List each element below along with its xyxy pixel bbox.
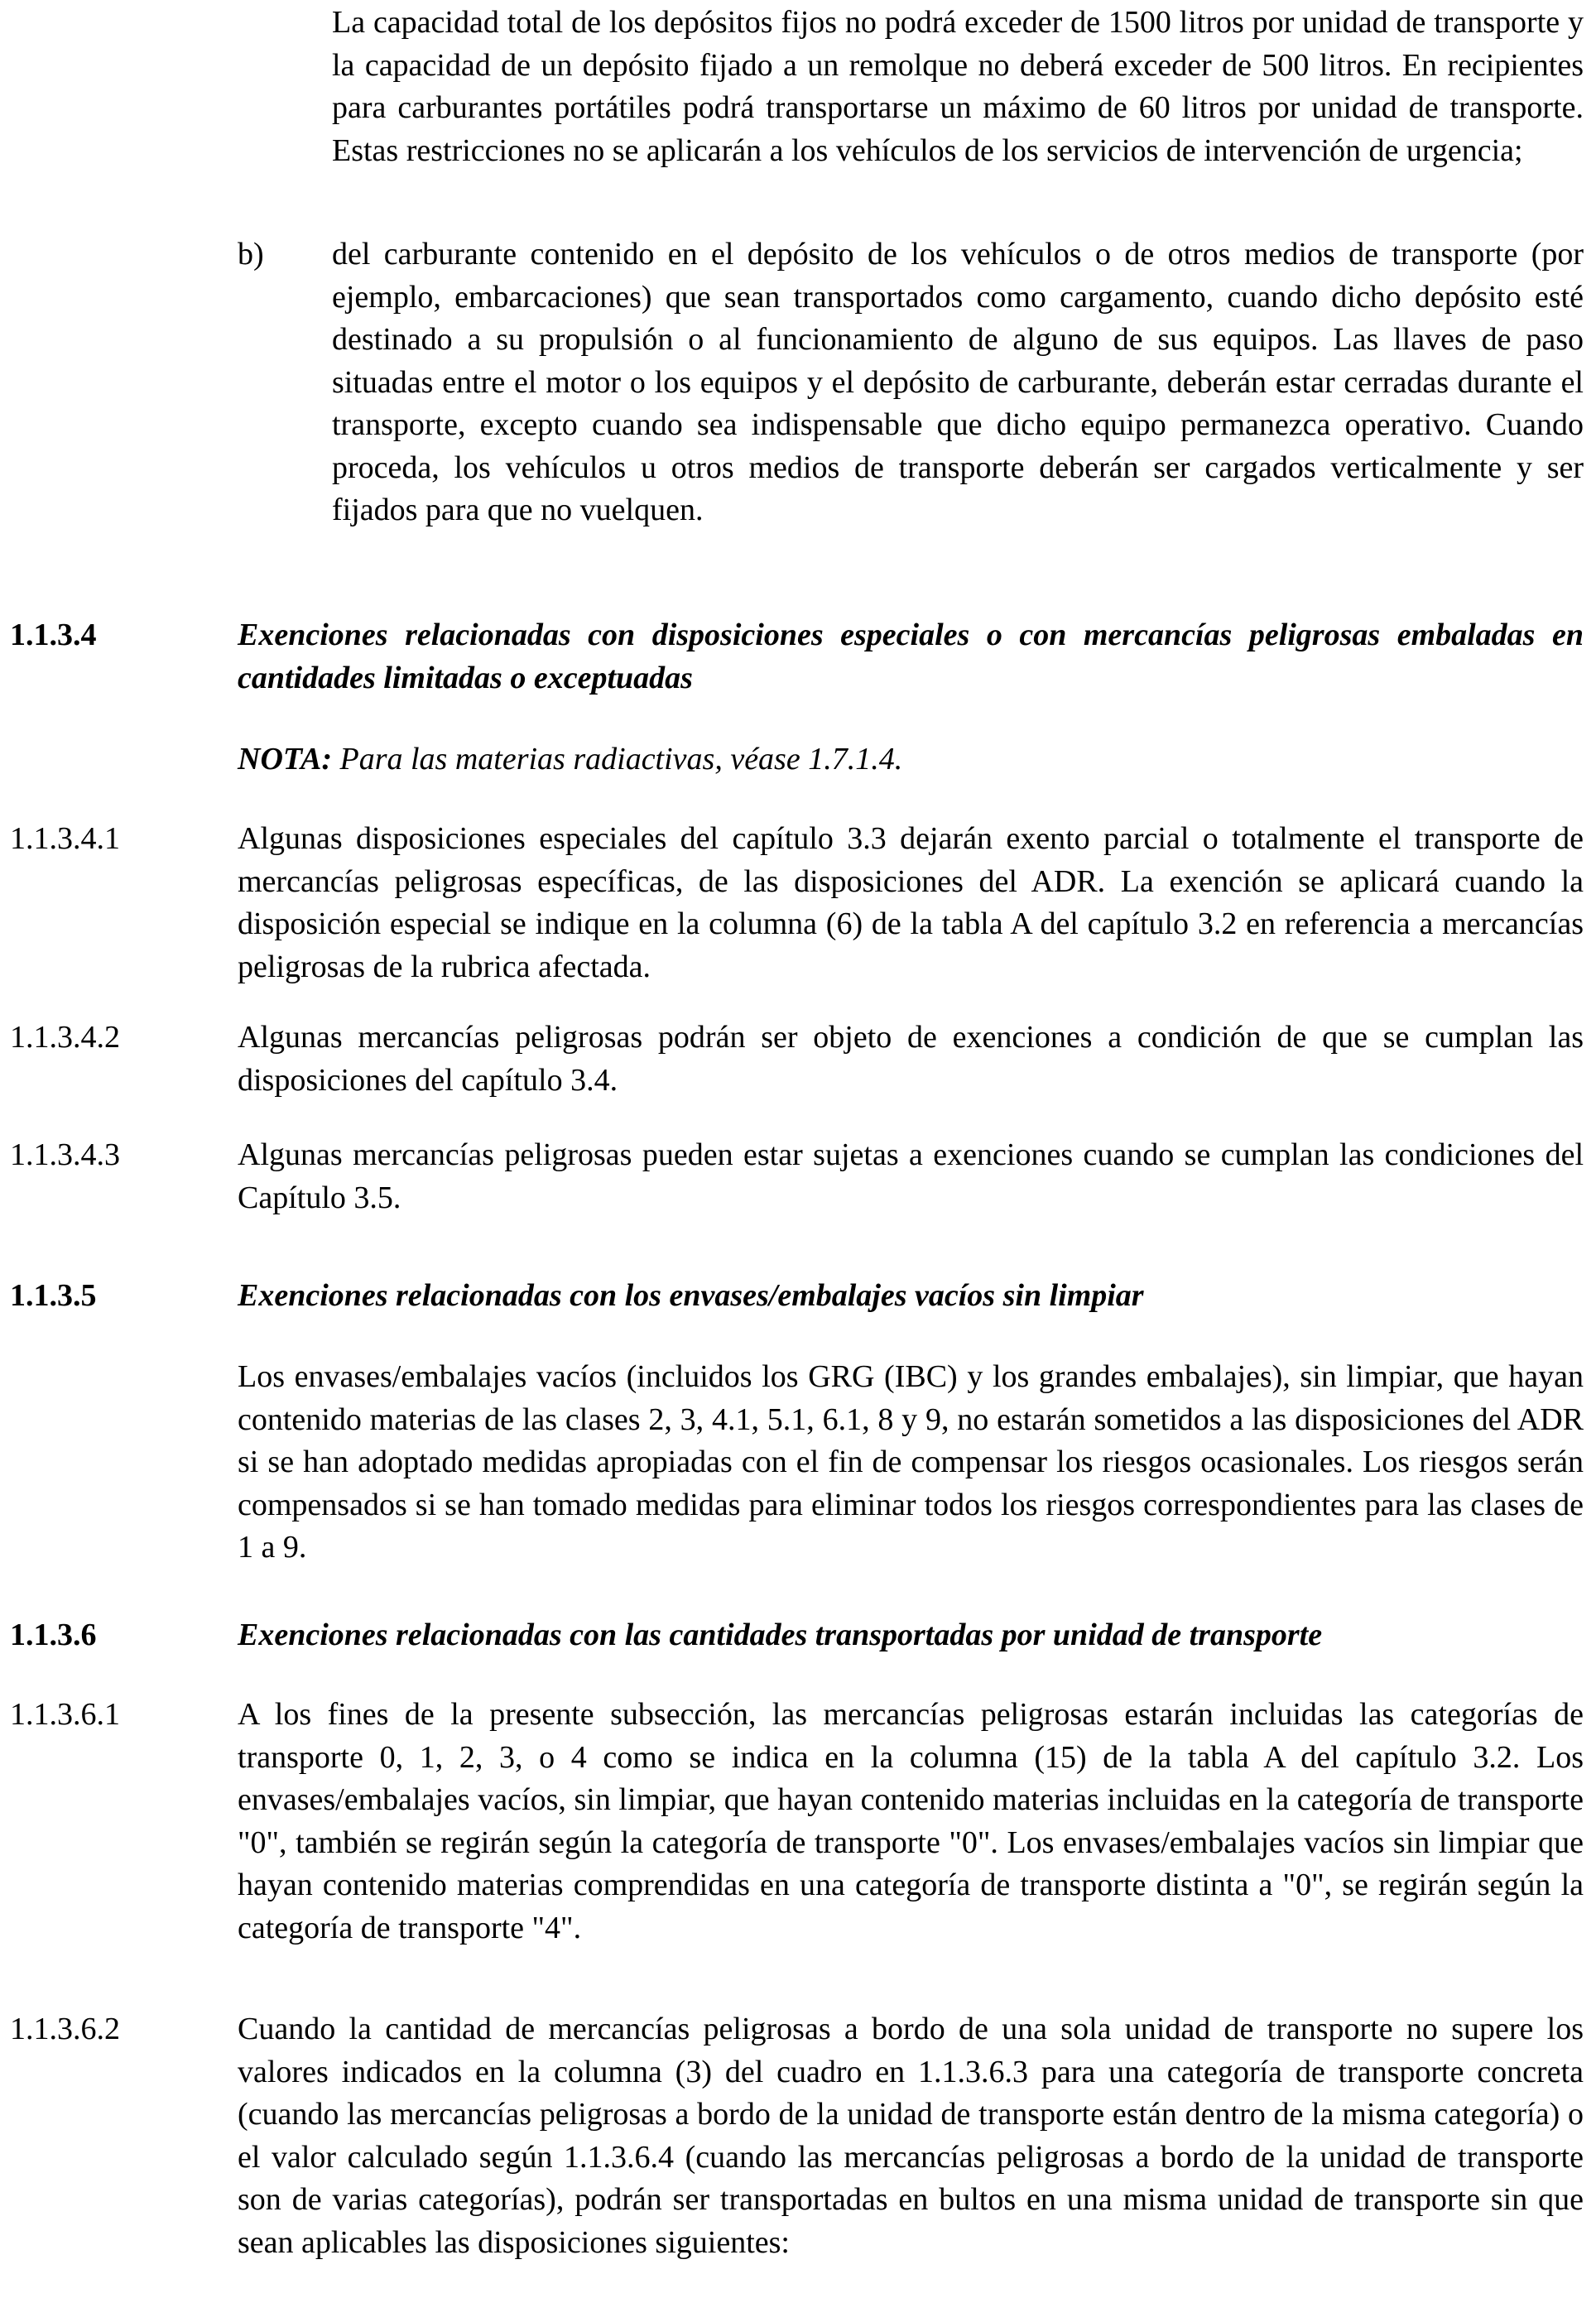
- subsection-text-11342: Algunas mercancías peligrosas podrán ser objeto de exenciones a condición de que se cumplan las disposiciones del capítulo 3.4.: [238, 1020, 1584, 1098]
- subsection-text-11343: Algunas mercancías peligrosas pueden estar sujetas a exenciones cuando se cumplan las condiciones del Capítulo 3.5.: [238, 1137, 1584, 1215]
- section-note-1134: [238, 738, 902, 781]
- list-item-letter: b): [238, 237, 264, 272]
- subsection-number-11361: 1.1.3.6.1: [10, 1697, 120, 1732]
- subsection-number-11342: 1.1.3.4.2: [10, 1020, 120, 1055]
- subsection-text-11361: A los fines de la presente subsección, las mercancías peligrosas estarán incluidas las categorías de transporte 0, 1, 2, 3, o 4 como se indica en la columna (15) de la tabla A del capítulo 3.2. Los envases/embalajes vacíos, sin limpiar, que hayan contenido materias incluidas en la categoría de transporte "0", también se regirán según la categoría de transporte "0". Los envases/embalajes vacíos sin limpiar que hayan contenido materias comprendidas en una categoría de transporte distinta a "0", se regirán según la categoría de transporte "4".: [238, 1697, 1584, 1945]
- section-text-1135: Los envases/embalajes vacíos (incluidos los GRG (IBC) y los grandes embalajes), sin limpiar, que hayan contenido materias de las clases 2, 3, 4.1, 5.1, 6.1, 8 y 9, no estarán sometidos a las disposiciones del ADR si se han adoptado medidas apropiadas con el fin de compensar los riesgos ocasionales. Los riesgos serán compensados si se han tomado medidas para eliminar todos los riesgos correspondientes para las clases de 1 a 9.: [238, 1359, 1584, 1565]
- intro-paragraph: La capacidad total de los depósitos fijos no podrá exceder de 1500 litros por unidad de transporte y la capacidad de un depósito fijado a un remolque no deberá exceder de 500 litros. En recipientes para carburantes portátiles podrá transportarse un máximo de 60 litros por unidad de transporte. Estas restricciones no se aplicarán a los vehículos de los servicios de intervención de urgencia;: [332, 5, 1584, 168]
- section-number-1134: 1.1.3.4: [10, 618, 97, 652]
- section-title-1135: Exenciones relacionadas con los envases/embalajes vacíos sin limpiar: [238, 1278, 1144, 1313]
- subsection-text-11362: Cuando la cantidad de mercancías peligrosas a bordo de una sola unidad de transporte no supere los valores indicados en la columna (3) del cuadro en 1.1.3.6.3 para una categoría de transporte concreta (cuando las mercancías peligrosas a bordo de la unidad de transporte están dentro de la misma categoría) o el valor calculado según 1.1.3.6.4 (cuando las mercancías peligrosas a bordo de la unidad de transporte son de varias categorías), podrán ser transportadas en bultos en una misma unidad de transporte sin que sean aplicables las disposiciones siguientes:: [238, 2012, 1584, 2260]
- subsection-number-11341: 1.1.3.4.1: [10, 821, 120, 856]
- note-label: NOTA:: [238, 742, 332, 776]
- list-item-b-text: del carburante contenido en el depósito de los vehículos o de otros medios de transporte (por ejemplo, embarcaciones) que sean transportados como cargamento, cuando dicho depósito esté destinado a su propulsión o al funcionamiento de alguno de sus equipos. Las llaves de paso situadas entre el motor o los equipos y el depósito de carburante, deberán estar cerradas durante el transporte, excepto cuando sea indispensable que dicho equipo permanezca operativo. Cuando proceda, los vehículos u otros medios de transporte deberán ser cargados verticalmente y ser fijados para que no vuelquen.: [332, 237, 1584, 527]
- subsection-number-11343: 1.1.3.4.3: [10, 1137, 120, 1172]
- section-number-1135: 1.1.3.5: [10, 1278, 97, 1313]
- note-text: Para las materias radiactivas, véase 1.7.1.4.: [332, 742, 903, 776]
- subsection-text-11341: Algunas disposiciones especiales del capítulo 3.3 dejarán exento parcial o totalmente el transporte de mercancías peligrosas específicas, de las disposiciones del ADR. La exención se aplicará cuando la disposición especial se indique en la columna (6) de la tabla A del capítulo 3.2 en referencia a mercancías peligrosas de la rubrica afectada.: [238, 821, 1584, 984]
- subsection-number-11362: 1.1.3.6.2: [10, 2012, 120, 2046]
- section-number-1136: 1.1.3.6: [10, 1618, 97, 1652]
- section-title-1134: Exenciones relacionadas con disposiciones especiales o con mercancías peligrosas embaladas en cantidades limitadas o exceptuadas: [238, 618, 1584, 695]
- section-title-1136: Exenciones relacionadas con las cantidades transportadas por unidad de transporte: [238, 1618, 1323, 1652]
